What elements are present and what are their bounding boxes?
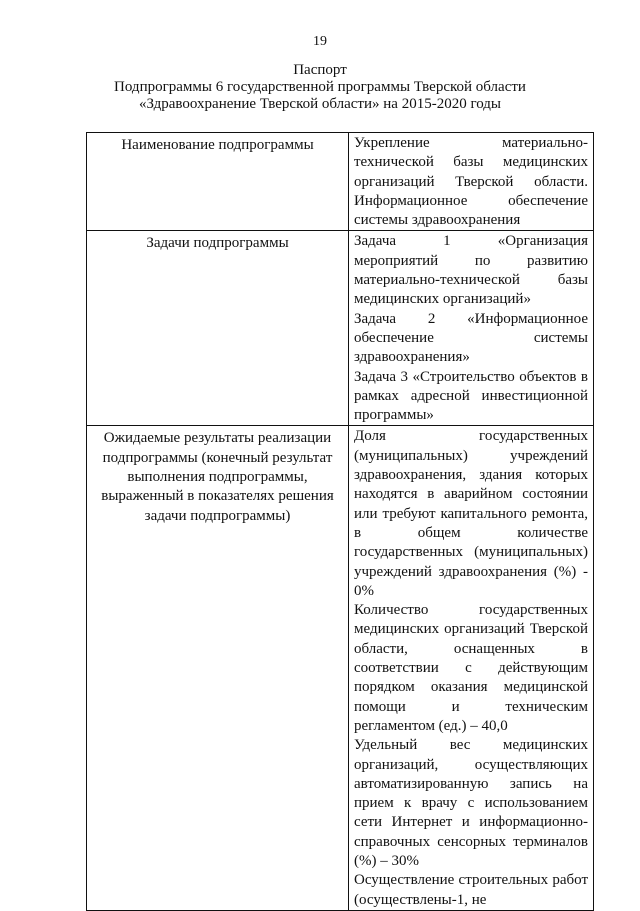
label-line: Ожидаемые результаты реализации	[103, 430, 332, 447]
task-1-paragraph: Задача 1 «Организация мероприятий по развитию материально-технической базы медицинских организаций»	[354, 233, 588, 308]
label-cell-tasks	[87, 231, 349, 426]
label-line: Наименование подпрограммы	[121, 137, 314, 153]
result-paragraph-1: Доля государственных (муниципальных) учреждений здравоохранения, здания которых находятся в аварийном состоянии или требуют капитального ремонта, в общем количестве государственных (муниципальных) учреждений здравоохранения (%) - 0%	[354, 428, 588, 599]
passport-table	[86, 132, 594, 911]
page-number: 19	[313, 34, 327, 49]
label-line: задачи подпрограммы)	[144, 507, 291, 524]
label-line: выполнения подпрограммы,	[127, 469, 308, 486]
header-subtitle-line-1: Подпрограммы 6 государственной программы Тверской области	[114, 79, 526, 95]
label-line: подпрограммы (конечный результат	[102, 449, 333, 466]
label-line: Задачи подпрограммы	[146, 235, 289, 252]
header-title: Паспорт	[293, 62, 347, 78]
value-cell-tasks	[349, 231, 594, 426]
table-row-tasks	[87, 231, 594, 426]
result-paragraph-2: Количество государственных медицинских организаций Тверской области, оснащенных в соответствии с действующим порядком оказания медицинской помощи и техническим регламентом (ед.) – 40,0	[354, 602, 588, 734]
label-cell-name	[87, 133, 349, 231]
header-subtitle-line-2: «Здравоохранение Тверской области» на 2015-2020 годы	[139, 96, 501, 112]
result-paragraph-4: Осуществление строительных работ (осуществлены-1, не	[354, 872, 588, 908]
label-line: выраженный в показателях решения	[101, 488, 334, 505]
result-paragraph-3: Удельный вес медицинских организаций, осуществляющих автоматизированную запись на прием к врачу с использованием сети Интернет и информационно-справочных сенсорных терминалов (%) – 30%	[354, 737, 588, 869]
label-cell-results	[87, 426, 349, 910]
task-2-paragraph: Задача 2 «Информационное обеспечение системы здравоохранения»	[354, 310, 588, 366]
value-cell-name	[349, 133, 594, 231]
task-3-paragraph: Задача 3 «Строительство объектов в рамках адресной инвестиционной программы»	[354, 368, 588, 424]
value-cell-results	[349, 426, 594, 910]
table-row-results	[87, 426, 594, 910]
table-row-name	[87, 133, 594, 231]
value-paragraph: Укрепление материально-технической базы медицинских организаций Тверской области. Информационное обеспечение системы здравоохранения	[354, 135, 588, 229]
document-header	[60, 62, 580, 113]
